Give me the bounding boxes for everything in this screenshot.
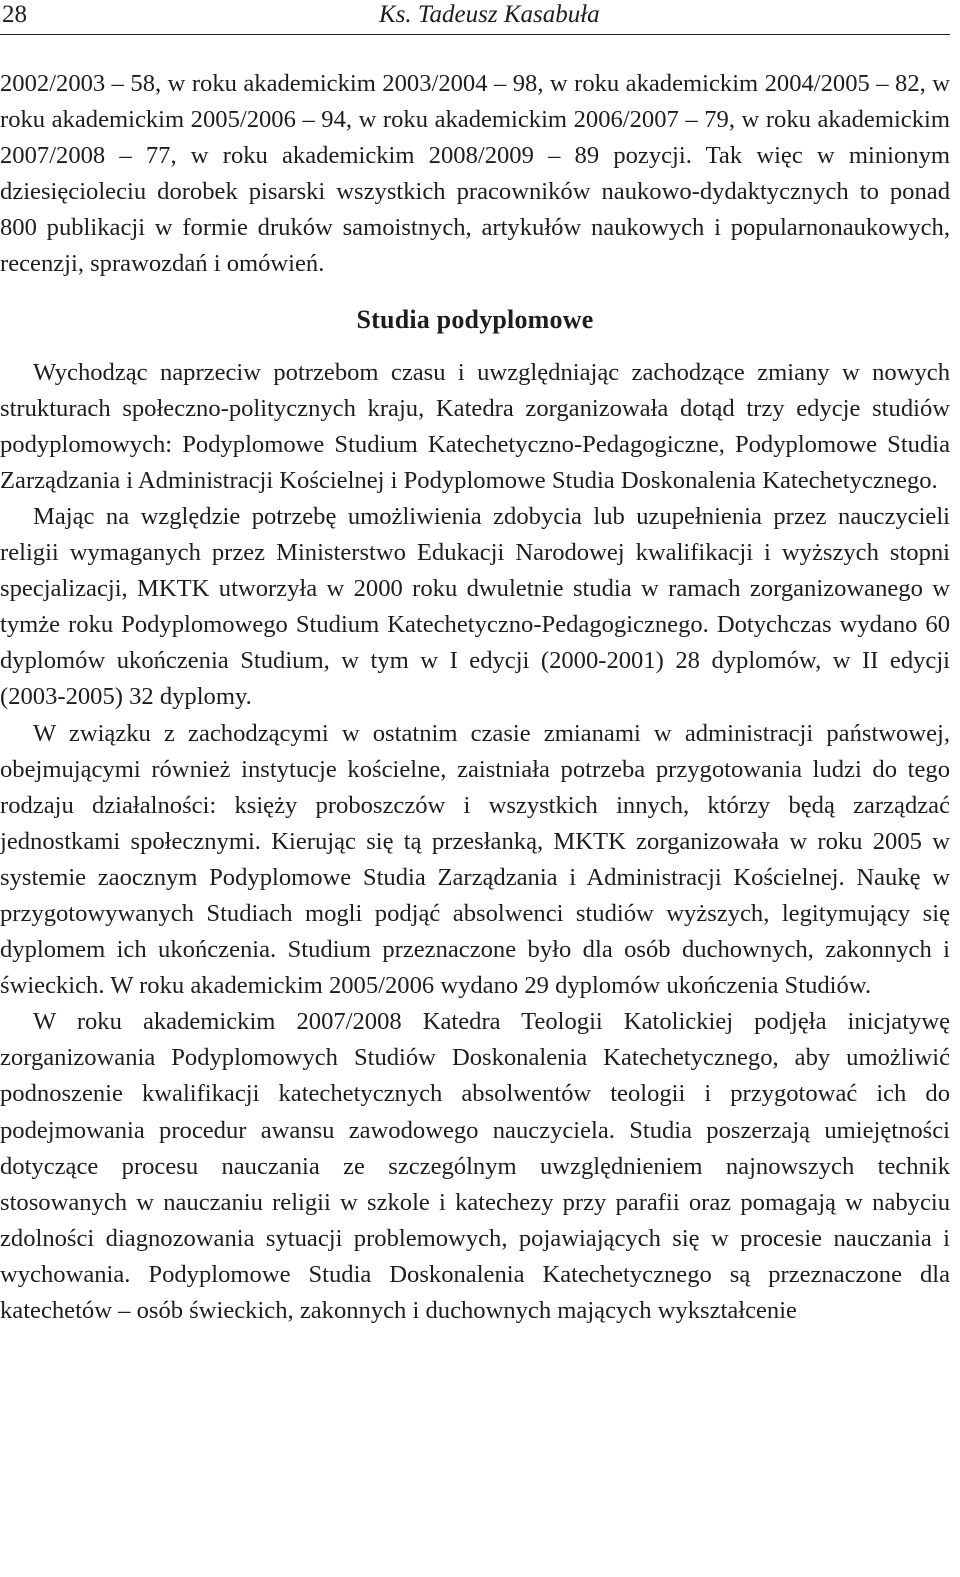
paragraph: Wychodząc naprzeciw potrzebom czasu i uwzględniając zachodzące zmiany w nowych strukturach społeczno-politycznych kraju, Katedra zorganizowała dotąd trzy edycje studiów podyplomowych: Podyplomowe Studium Katechetyczno-Pedagogiczne, Podyplomowe Studia Zarządzania i Administracji Kościelnej i Podyplomowe Studia Doskonalenia Katechetycznego. (0, 358, 950, 494)
paragraph-continuation: 2002/2003 – 58, w roku akademickim 2003/2004 – 98, w roku akademickim 2004/2005 – 82, w roku akademickim 2005/2006 – 94, w roku akademickim 2006/2007 – 79, w roku akademickim 2007/2008 – 77, w roku akademickim 2008/2009 – 89 pozycji. Tak więc w minionym dziesięcioleciu dorobek pisarski wszystkich pracowników naukowo-dydaktycznych to ponad 800 publikacji w formie druków samoistnych, artykułów naukowych i popularnonaukowych, recenzji, sprawozdań i omówień. (0, 70, 950, 278)
running-header (0, 0, 950, 35)
paragraph: W związku z zachodzącymi w ostatnim czasie zmianami w administracji państwowej, obejmującymi również instytucje kościelne, zaistniała potrzeba przygotowania ludzi do tego rodzaju działalności: księży proboszczów i wszystkich innych, którzy będą zarządzać jednostkami społecznymi. Kierując się tą przesłanką, MKTK zorganizowała w roku 2005 w systemie zaocznym Podyplomowe Studia Zarządzania i Administracji Kościelnej. Naukę w przygotowywanych Studiach mogli podjąć absolwenci studiów wyższych, legitymujący się dyplomem ich ukończenia. Studium przeznaczone było dla osób duchownych, zakonnych i świeckich. W roku akademickim 2005/2006 wydano 29 dyplomów ukończenia Studiów. (0, 719, 950, 1000)
running-title: Ks. Tadeusz Kasabuła (379, 1, 600, 28)
paragraph: W roku akademickim 2007/2008 Katedra Teologii Katolickiej podjęła inicjatywę zorganizowania Podyplomowych Studiów Doskonalenia Katechetycznego, aby umożliwić podnoszenie kwalifikacji katechetycznych absolwentów teologii i przygotować ich do podejmowania procedur awansu zawodowego nauczyciela. Studia poszerzają umiejętności dotyczące procesu nauczania ze szczególnym uwzględnieniem najnowszych technik stosowanych w nauczaniu religii w szkole i katechezy przy parafii oraz pomagają w nabyciu zdolności diagnozowania sytuacji problemowych, pojawiających się w procesie nauczania i wychowania. Podyplomowe Studia Doskonalenia Katechetycznego są przeznaczone dla katechetów – osób świeckich, zakonnych i duchownych mających wykształcenie (0, 1008, 950, 1324)
page-number: 28 (2, 1, 27, 28)
body-text (0, 66, 950, 1329)
paragraph: Mając na względzie potrzebę umożliwienia zdobycia lub uzupełnienia przez nauczycieli religii wymaganych przez Ministerstwo Edukacji Narodowej kwalifikacji i wyższych stopni specjalizacji, MKTK utworzyła w 2000 roku dwuletnie studia w ramach zorganizowanego w tymże roku Podyplomowego Studium Katechetyczno-Pedagogicznego. Dotychczas wydano 60 dyplomów ukończenia Studium, w tym w I edycji (2000-2001) 28 dyplomów, w II edycji (2003-2005) 32 dyplomy. (0, 502, 950, 711)
section-heading: Studia podyplomowe (356, 304, 594, 334)
